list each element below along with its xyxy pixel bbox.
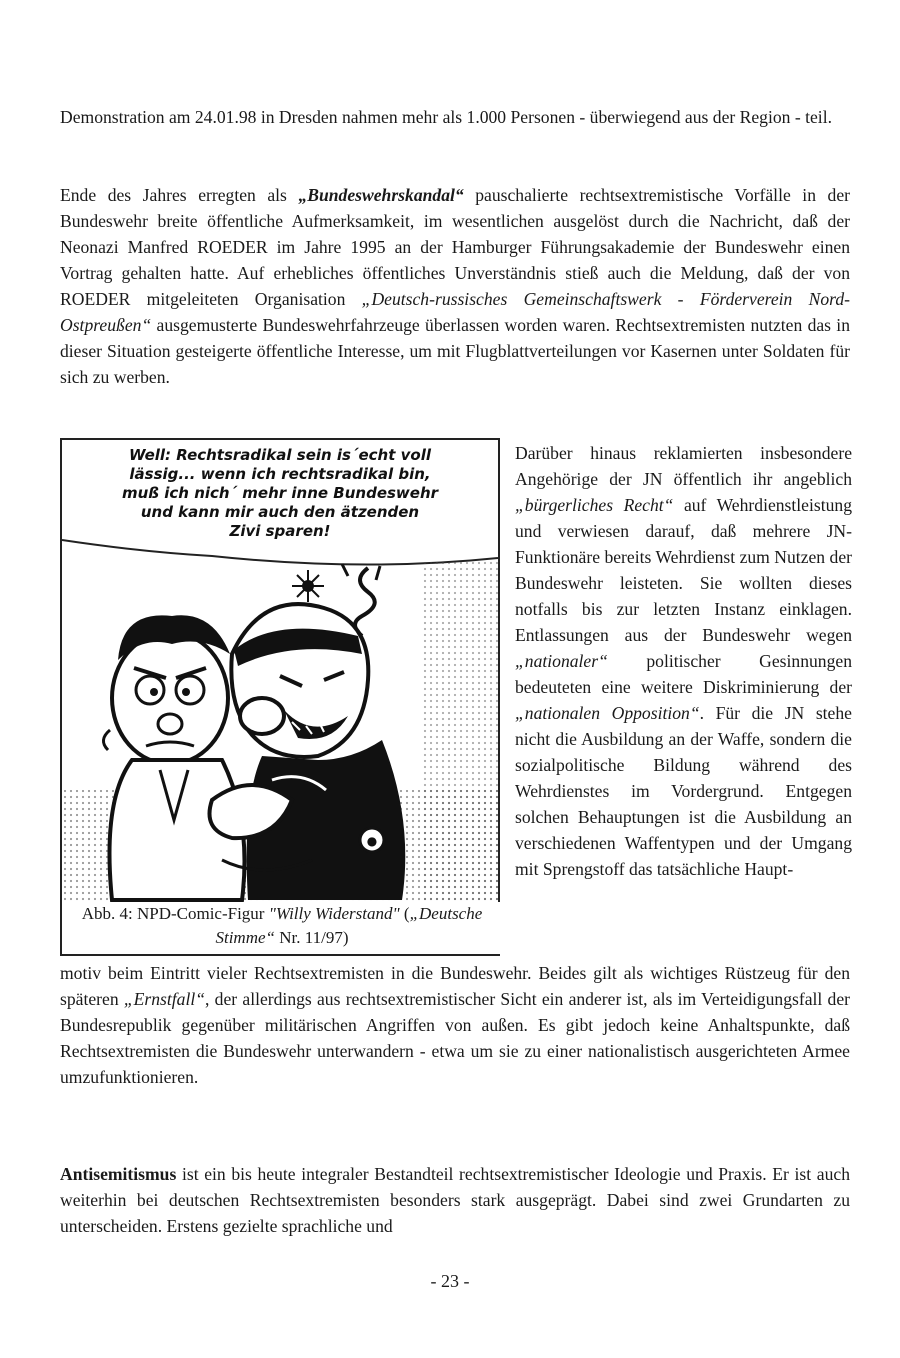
flower-icon: [292, 570, 324, 602]
term-nationale-opposition: „nationalen Opposition“: [515, 703, 700, 723]
caption-source: „Deutsche Stimme“: [215, 904, 483, 947]
term-bundeswehrskandal: „Bundeswehrskandal“: [298, 185, 464, 205]
comic-figure: [60, 438, 500, 956]
speech-line: Well: Rechtsradikal sein is´echt voll: [129, 446, 431, 464]
paragraph-text: pauschalierte rechtsextremistische Vorfälle in der Bundeswehr breite öffentliche Aufmerksamkeit, im wesentlichen ausgelöst durch die Nachricht, daß der Neonazi Manfred ROEDER im Jahre 1995 an der Hamburger Führungsakademie der Bundeswehr einen Vortrag gehalten hatte. Auf erhebliches öffentliches Unverständnis stieß auch die Meldung, daß der von ROEDER mitgeleiteten Organisation: [60, 185, 851, 309]
caption-title: "Willy Widerstand": [268, 904, 400, 923]
caption-text: Abb. 4: NPD-Comic-Figur: [81, 904, 269, 923]
speech-line: muß ich nich´ mehr inne Bundeswehr: [121, 484, 439, 502]
paragraph-text: . Für die JN stehe nicht die Ausbildung an der Waffe, sondern die sozialpolitische Bildung während des Wehrdienstes im Vordergrund. Entgegen solchen Behauptungen ist die Ausbildung an verschiedenen Waffentypen und der Umgang mit Sprengstoff das tatsächliche Haupt-: [515, 703, 852, 879]
paragraph-demonstration: [60, 104, 850, 130]
paragraph-antisemitismus: [60, 1161, 850, 1239]
paragraph-text: motiv beim Eintritt vieler Rechtsextremisten in die Bundeswehr. Beides gilt als wichtiges Rüstzeug für den späteren: [60, 963, 850, 1009]
figure-caption: [62, 902, 502, 954]
paragraph-jn-wehrdienst: [515, 440, 852, 882]
speech-line: Zivi sparen!: [229, 522, 331, 540]
page-number: - 23 -: [430, 1271, 470, 1291]
term-ernstfall: „Ernstfall“: [123, 989, 206, 1009]
paragraph-text: ist ein bis heute integraler Bestandteil rechtsextremistischer Ideologie und Praxis. Er ist auch weiterhin bei deutschen Rechtsextremisten besonders stark ausgeprägt. Dabei sind zwei Grundarten zu unterscheiden. Erstens gezielte sprachliche und: [60, 1164, 850, 1236]
speech-line: lässig... wenn ich rechtsradikal bin,: [129, 465, 431, 483]
caption-text: Nr. 11/97): [274, 928, 349, 947]
paragraph-text: Darüber hinaus reklamierten insbesondere Angehörige der JN öffentlich ihr angeblich: [515, 443, 852, 489]
left-character: [103, 615, 230, 764]
caption-text: (: [399, 904, 410, 923]
speech-bubble: [80, 446, 480, 541]
svg-text:●: ●: [366, 834, 378, 848]
term-nationaler: „nationaler“: [515, 651, 608, 671]
organisation-name: „Deutsch-russisches Gemeinschaftswerk - Förderverein Nord-Ostpreußen“: [60, 289, 850, 335]
paragraph-text: politischer Gesinnungen bedeuteten eine weitere Diskriminierung der: [515, 651, 852, 697]
term-buergerliches-recht: „bürgerliches Recht“: [515, 495, 674, 515]
right-character: [231, 604, 368, 757]
paragraph-text: auf Wehrdienstleistung und verwiesen darauf, daß mehrere JN-Funktionäre bereits Wehrdienst zum Nutzen der Bundeswehr leisteten. Sie wollten dieses notfalls bis zur letzten Instanz einklagen. Entlassungen aus der Bundeswehr wegen: [515, 495, 853, 645]
paragraph-text: Demonstration am 24.01.98 in Dresden nahmen mehr als 1.000 Personen - überwiegend aus der Region - teil.: [60, 107, 832, 127]
comic-frame: [60, 438, 500, 956]
section-keyword: Antisemitismus: [60, 1164, 177, 1184]
speech-line: und kann mir auch den ätzenden: [140, 503, 420, 521]
paragraph-bundeswehrskandal: [60, 182, 850, 390]
paragraph-jn-wehrdienst-continued: [60, 960, 850, 1090]
paragraph-text: , der allerdings aus rechtsextremistischer Sicht ein anderer ist, als im Verteidigungsfall der Bundesrepublik gegenüber militärischen Angriffen von außen. Es gibt jedoch keine Anhaltspunkte, daß Rechtsextremisten die Bundeswehr unterwandern - etwa um sie zu einer nationalistisch ausgerichteten Armee umzufunktionieren.: [60, 989, 850, 1087]
paragraph-text: ausgemusterte Bundeswehrfahrzeuge überlassen worden waren. Rechtsextremisten nutzten das in dieser Situation gesteigerte öffentliche Interesse, um mit Flugblattverteilungen vor Kasernen unter Soldaten für sich zu werben.: [60, 315, 850, 387]
paragraph-text: Ende des Jahres erregten als: [60, 185, 299, 205]
